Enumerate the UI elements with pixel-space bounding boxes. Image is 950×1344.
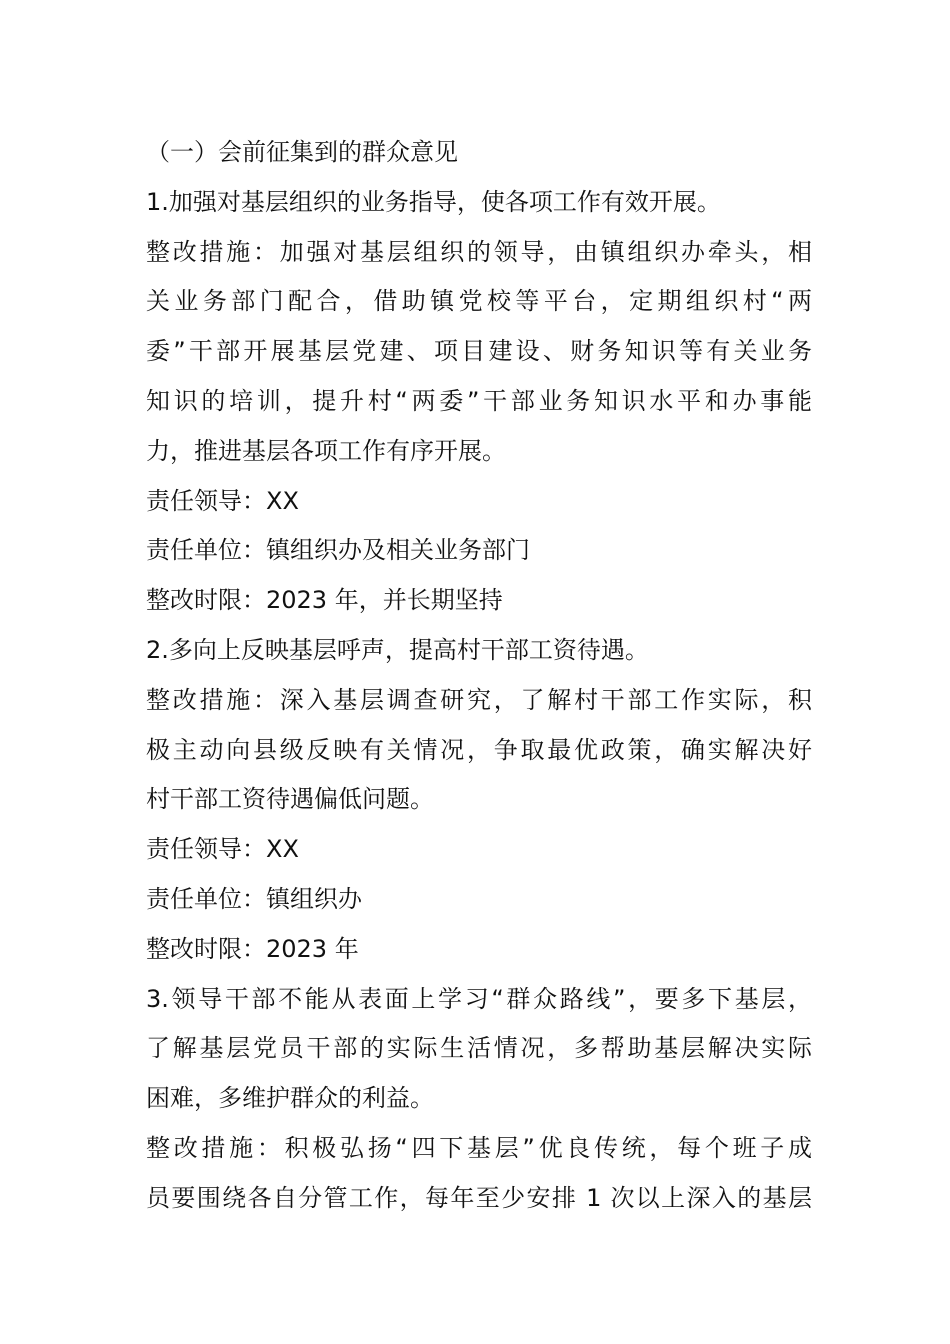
item-1-measures-line-2: 关业务部门配合，借助镇党校等平台，定期组织村“两: [146, 287, 812, 316]
item-3-title-line-3: 困难，多维护群众的利益。: [146, 1084, 434, 1113]
item-1-unit: 责任单位：镇组织办及相关业务部门: [146, 536, 530, 565]
item-2-measures-line-1: 整改措施：深入基层调查研究，了解村干部工作实际，积: [146, 685, 812, 714]
item-1-measures-line-1: 整改措施：加强对基层组织的领导，由镇组织办牵头，相: [146, 237, 812, 266]
item-1-measures-line-3: 委”干部开展基层党建、项目建设、财务知识等有关业务: [146, 337, 812, 366]
item-1-deadline: 整改时限：2023 年，并长期坚持: [146, 586, 503, 615]
item-2-deadline: 整改时限：2023 年: [146, 934, 359, 963]
item-3-title-line-1: 3.领导干部不能从表面上学习“群众路线”，要多下基层，: [146, 984, 812, 1013]
item-1-measures-line-4: 知识的培训，提升村“两委”干部业务知识水平和办事能: [146, 386, 812, 415]
item-2-unit: 责任单位：镇组织办: [146, 884, 362, 913]
item-2-title: 2.多向上反映基层呼声，提高村干部工资待遇。: [146, 635, 649, 664]
document-body: [146, 128, 812, 1224]
item-3-measures-line-2: 员要围绕各自分管工作，每年至少安排 1 次以上深入的基层: [146, 1183, 812, 1212]
item-1-title: 1.加强对基层组织的业务指导，使各项工作有效开展。: [146, 187, 721, 216]
item-3-title-line-2: 了解基层党员干部的实际生活情况，多帮助基层解决实际: [146, 1034, 812, 1063]
item-2-measures-line-3: 村干部工资待遇偏低问题。: [146, 785, 434, 814]
item-2-leader: 责任领导：XX: [146, 835, 299, 864]
item-3-measures-line-1: 整改措施：积极弘扬“四下基层”优良传统，每个班子成: [146, 1133, 812, 1162]
item-2-measures-line-2: 极主动向县级反映有关情况，争取最优政策，确实解决好: [146, 735, 812, 764]
section-heading: （一）会前征集到的群众意见: [146, 138, 458, 166]
item-1-measures-line-5: 力，推进基层各项工作有序开展。: [146, 436, 506, 465]
item-1-leader: 责任领导：XX: [146, 486, 299, 515]
